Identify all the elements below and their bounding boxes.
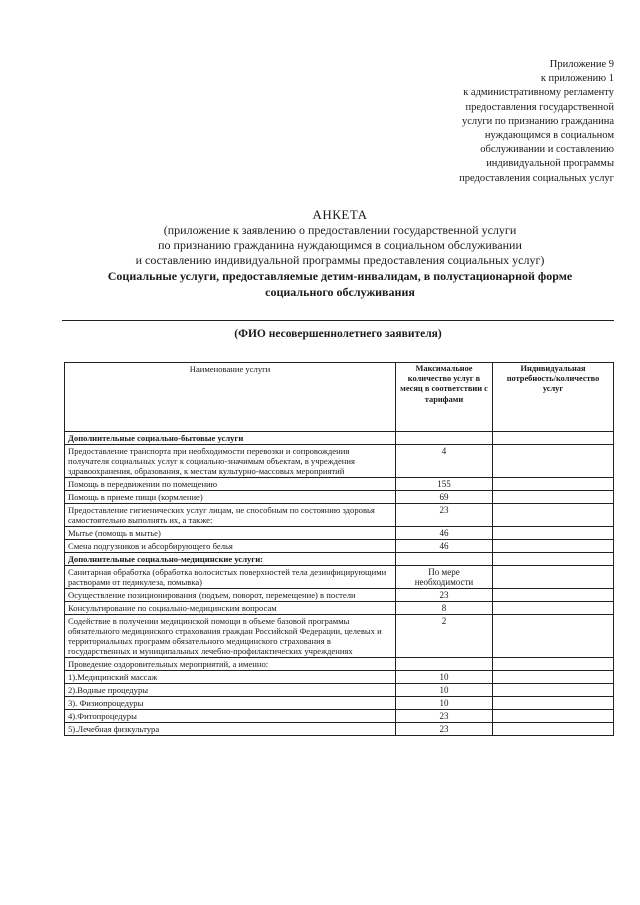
table-header-row: [65, 363, 614, 432]
individual-need-cell[interactable]: [493, 566, 614, 589]
document-heading: [60, 207, 620, 300]
table-row: [65, 723, 614, 736]
heading-bold-2: социального обслуживания: [265, 285, 415, 299]
individual-need-cell[interactable]: [493, 553, 614, 566]
appendix-line: нуждающимся в социальном: [484, 130, 614, 142]
appendix-line: обслуживании и составлению: [480, 144, 614, 156]
appendix-block: [354, 58, 614, 186]
individual-need-cell[interactable]: [493, 589, 614, 602]
max-count-cell: По мере необходимости: [396, 566, 493, 589]
max-count-cell: 155: [396, 478, 493, 491]
max-count-cell: [396, 553, 493, 566]
table-row: [65, 615, 614, 658]
individual-need-cell[interactable]: [493, 504, 614, 527]
max-count-cell: [396, 432, 493, 445]
individual-need-cell[interactable]: [493, 684, 614, 697]
individual-need-cell[interactable]: [493, 540, 614, 553]
appendix-line: к приложению 1: [540, 73, 614, 85]
table-row: [65, 602, 614, 615]
service-name-cell: Предоставление транспорта при необходимости перевозки и сопровождения получателя социальных услуг к социально-значимым объектам, в учреждения здравоохранения, образования, к местам культурно-массовых мероприятий: [65, 445, 396, 478]
table-row: [65, 504, 614, 527]
table-row: [65, 566, 614, 589]
table-row: [65, 658, 614, 671]
appendix-line: услуги по признанию гражданина: [461, 115, 614, 127]
max-count-cell: 46: [396, 527, 493, 540]
service-name-cell: Помощь в передвижении по помещению: [65, 478, 396, 491]
max-count-cell: 10: [396, 671, 493, 684]
section-row: [65, 432, 614, 445]
fio-underline: [62, 320, 614, 321]
max-count-cell: 69: [396, 491, 493, 504]
service-name-cell: 4).Фитопроцедуры: [65, 710, 396, 723]
individual-need-cell[interactable]: [493, 658, 614, 671]
service-name-cell: Осуществление позиционирования (подъем, поворот, перемещение) в постели: [65, 589, 396, 602]
max-count-cell: 23: [396, 589, 493, 602]
appendix-line: индивидуальной программы: [486, 158, 614, 170]
heading-subtitle-2: по признанию гражданина нуждающимся в социальном обслуживании: [158, 238, 522, 252]
max-count-cell: [396, 658, 493, 671]
service-name-cell: 3). Физиопроцедуры: [65, 697, 396, 710]
appendix-line: к административному регламенту: [463, 87, 614, 99]
appendix-line: предоставления государственной: [465, 101, 614, 113]
section-row: [65, 553, 614, 566]
table-row: [65, 491, 614, 504]
max-count-cell: 2: [396, 615, 493, 658]
max-count-cell: 23: [396, 504, 493, 527]
header-max-count: Максимальное количество услуг в месяц в соответствии с тарифами: [396, 363, 493, 432]
max-count-cell: 4: [396, 445, 493, 478]
service-name-cell: Дополнительные социально-бытовые услуги: [65, 432, 396, 445]
individual-need-cell[interactable]: [493, 478, 614, 491]
individual-need-cell[interactable]: [493, 527, 614, 540]
document-title: АНКЕТА: [312, 207, 368, 222]
header-individual-need: Индивидуальная потребность/количество услуг: [493, 363, 614, 432]
max-count-cell: 10: [396, 684, 493, 697]
individual-need-cell[interactable]: [493, 432, 614, 445]
service-name-cell: Мытье (помощь в мытье): [65, 527, 396, 540]
appendix-line: Приложение 9: [549, 59, 614, 70]
service-name-cell: Проведение оздоровительных мероприятий, а именно:: [65, 658, 396, 671]
table-row: [65, 445, 614, 478]
individual-need-cell[interactable]: [493, 491, 614, 504]
service-name-cell: Помощь в приеме пищи (кормление): [65, 491, 396, 504]
service-name-cell: 2).Водные процедуры: [65, 684, 396, 697]
table-row: [65, 589, 614, 602]
max-count-cell: 46: [396, 540, 493, 553]
table-row: [65, 671, 614, 684]
heading-subtitle-1: (приложение к заявлению о предоставлении государственной услуги: [163, 223, 517, 237]
individual-need-cell[interactable]: [493, 710, 614, 723]
table-row: [65, 684, 614, 697]
individual-need-cell[interactable]: [493, 615, 614, 658]
table-row: [65, 540, 614, 553]
service-name-cell: Предоставление гигиенических услуг лицам, не способным по состоянию здоровья самостоятельно выполнять их, а также:: [65, 504, 396, 527]
service-name-cell: Консультирование по социально-медицинским вопросам: [65, 602, 396, 615]
service-name-cell: Смена подгузников и абсорбирующего белья: [65, 540, 396, 553]
service-name-cell: Дополнительные социально-медицинские услуги:: [65, 553, 396, 566]
individual-need-cell[interactable]: [493, 445, 614, 478]
service-name-cell: Содействие в получении медицинской помощи в объеме базовой программы обязательного медицинского страхования граждан Российской Федерации, целевых и территориальных программ обязательного медицинского страхования в государственных и муниципальных лечебно-профилактических учреждениях: [65, 615, 396, 658]
heading-bold-1: Социальные услуги, предоставляемые детим-инвалидам, в полустационарной форме: [107, 269, 573, 283]
service-name-cell: 1).Медицинский массаж: [65, 671, 396, 684]
table-row: [65, 527, 614, 540]
table-row: [65, 710, 614, 723]
service-name-cell: Санитарная обработка (обработка волосистых поверхностей тела дезинфицирующими растворами от педикулеза, помывка): [65, 566, 396, 589]
individual-need-cell[interactable]: [493, 697, 614, 710]
individual-need-cell[interactable]: [493, 723, 614, 736]
service-name-cell: 5).Лечебная физкультура: [65, 723, 396, 736]
max-count-cell: 23: [396, 710, 493, 723]
max-count-cell: 10: [396, 697, 493, 710]
table-row: [65, 697, 614, 710]
max-count-cell: 23: [396, 723, 493, 736]
max-count-cell: 8: [396, 602, 493, 615]
header-service-name: Наименование услуги: [65, 363, 396, 432]
fio-label: (ФИО несовершеннолетнего заявителя): [234, 328, 442, 340]
appendix-line: предоставления социальных услуг: [459, 172, 614, 184]
individual-need-cell[interactable]: [493, 602, 614, 615]
table-row: [65, 478, 614, 491]
individual-need-cell[interactable]: [493, 671, 614, 684]
services-table: [64, 362, 614, 736]
heading-subtitle-3: и составлению индивидуальной программы предоставления социальных услуг): [135, 253, 545, 267]
